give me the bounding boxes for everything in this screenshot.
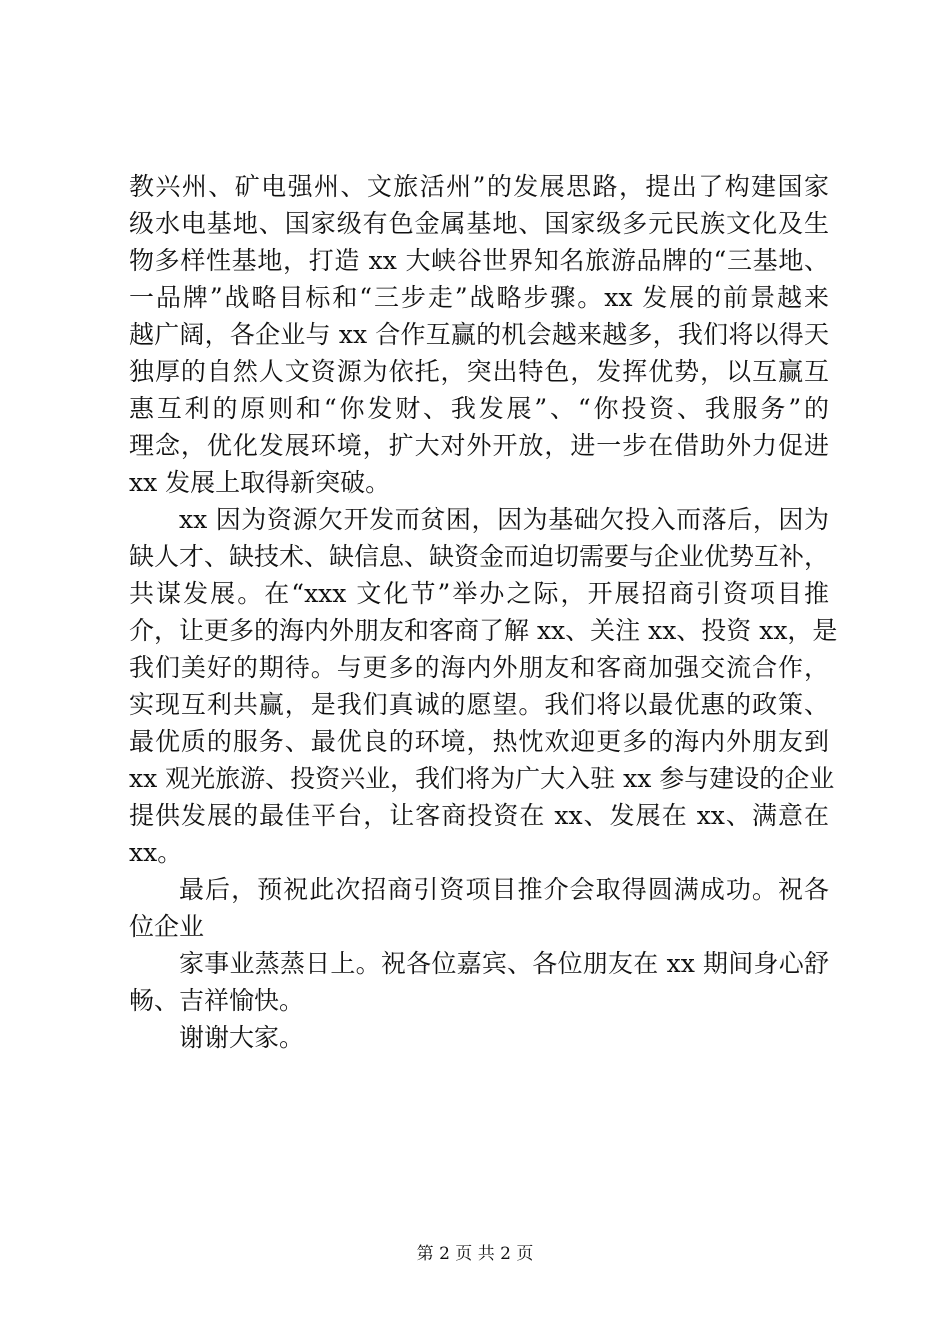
paragraph-2-line-8: xx 观光旅游、投资兴业，我们将为广大入驻 xx 参与建设的企业 — [129, 764, 835, 793]
document-body — [129, 168, 838, 1056]
paragraph-1-line-7: 惠互利的原则和“你发财、我发展”、“你投资、我服务”的 — [129, 394, 829, 423]
paragraph-2-line-6: 实现互利共赢，是我们真诚的愿望。我们将以最优惠的政策、 — [129, 690, 829, 719]
paragraph-1-line-9: xx 发展上取得新突破。 — [129, 468, 391, 497]
paragraph-2-line-9: 提供发展的最佳平台，让客商投资在 xx、发展在 xx、满意在 — [129, 801, 829, 830]
paragraph-1-line-1: 教兴州、矿电强州、文旅活州”的发展思路，提出了构建国家 — [129, 172, 829, 201]
paragraph-1-line-5: 越广阔，各企业与 xx 合作互赢的机会越来越多，我们将以得天 — [129, 320, 829, 349]
paragraph-2-line-1: xx 因为资源欠开发而贫困，因为基础欠投入而落后，因为 — [179, 505, 829, 534]
page-number-footer: 第 2 页 共 2 页 — [416, 1244, 534, 1264]
paragraph-2-line-5: 我们美好的期待。与更多的海内外朋友和客商加强交流合作， — [129, 653, 829, 682]
paragraph-5-line-1: 谢谢大家。 — [179, 1023, 305, 1052]
paragraph-2-line-7: 最优质的服务、最优良的环境，热忱欢迎更多的海内外朋友到 — [129, 727, 829, 756]
paragraph-1-line-4: 一品牌”战略目标和“三步走”战略步骤。xx 发展的前景越来 — [129, 283, 829, 312]
paragraph-4-line-2: 畅、吉祥愉快。 — [129, 986, 305, 1015]
paragraph-1-line-6: 独厚的自然人文资源为依托，突出特色，发挥优势，以互赢互 — [129, 357, 829, 386]
paragraph-2-line-3: 共谋发展。在“xxx 文化节”举办之际，开展招商引资项目推 — [129, 579, 829, 608]
paragraph-1-line-8: 理念，优化发展环境，扩大对外开放，进一步在借助外力促进 — [129, 431, 829, 460]
paragraph-2-line-4: 介，让更多的海内外朋友和客商了解 xx、关注 xx、投资 xx，是 — [129, 616, 838, 645]
paragraph-3-line-2: 位企业 — [129, 912, 205, 941]
paragraph-2-line-10: xx。 — [129, 838, 183, 867]
paragraph-3-line-1: 最后，预祝此次招商引资项目推介会取得圆满成功。祝各 — [179, 875, 829, 904]
paragraph-1-line-3: 物多样性基地，打造 xx 大峡谷世界知名旅游品牌的“三基地、 — [129, 246, 829, 275]
paragraph-2-line-2: 缺人才、缺技术、缺信息、缺资金而迫切需要与企业优势互补， — [129, 542, 830, 571]
paragraph-1-line-2: 级水电基地、国家级有色金属基地、国家级多元民族文化及生 — [129, 209, 829, 238]
paragraph-4-line-1: 家事业蒸蒸日上。祝各位嘉宾、各位朋友在 xx 期间身心舒 — [179, 949, 829, 978]
